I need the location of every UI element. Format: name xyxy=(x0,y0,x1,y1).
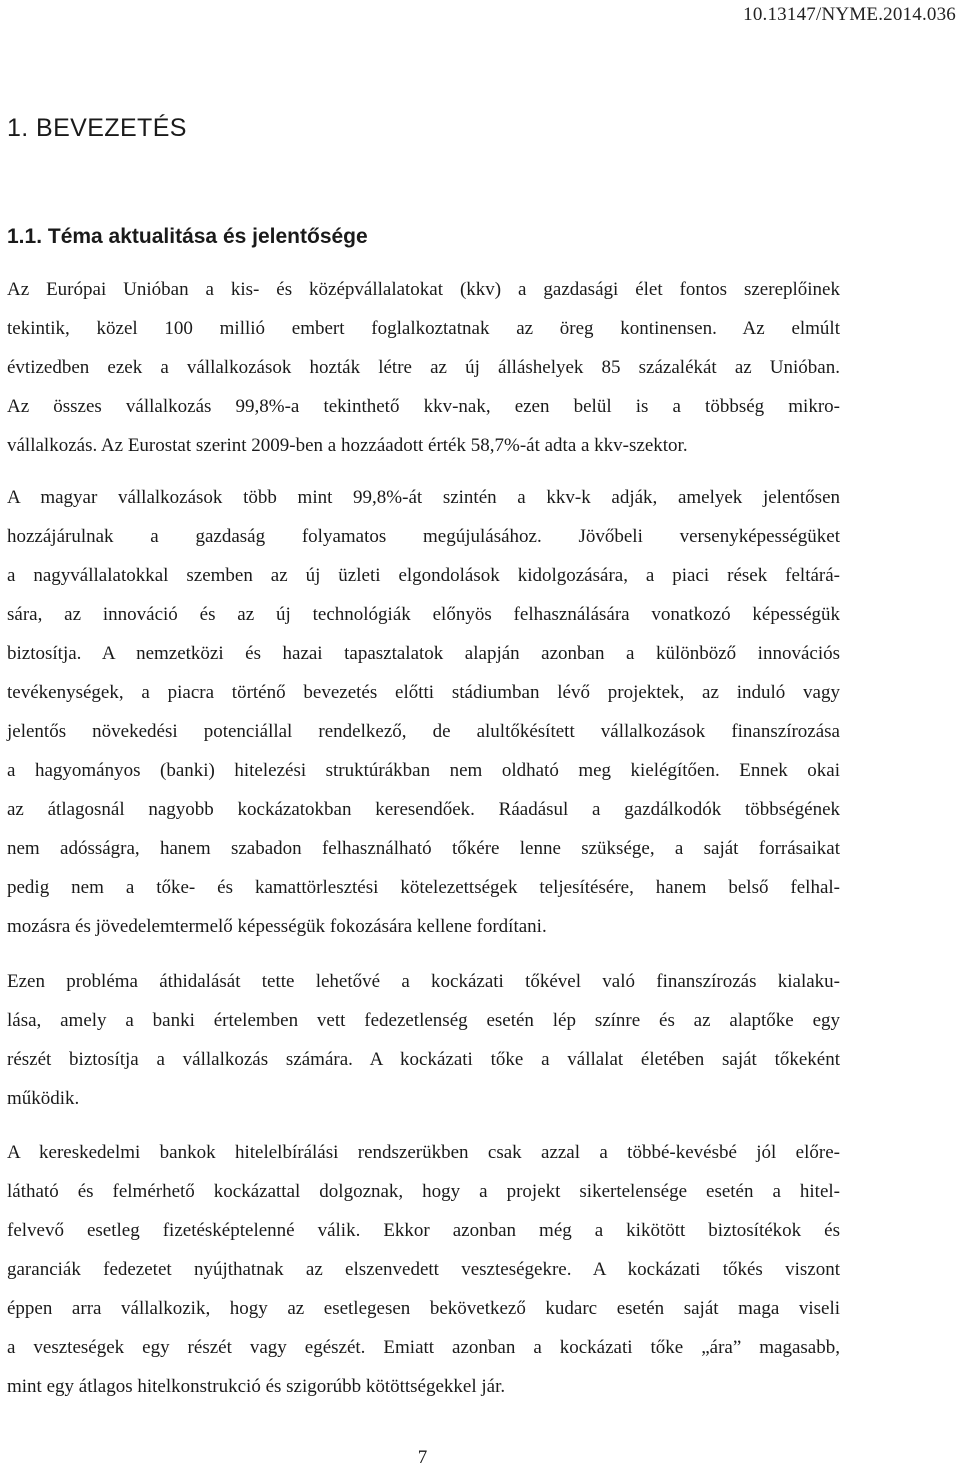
paragraph-line: biztosítja. A nemzetközi és hazai tapasztalatok alapján azonban a különböző innovációs xyxy=(7,643,840,664)
doi-identifier: 10.13147/NYME.2014.036 xyxy=(743,4,956,25)
paragraph-line: Az összes vállalkozás 99,8%-a tekinthető kkv-nak, ezen belül is a többség mikro- xyxy=(7,396,840,417)
section-heading: 1.1. Téma aktualitása és jelentősége xyxy=(7,225,368,248)
paragraph-line: hozzájárulnak a gazdaság folyamatos megújulásához. Jövőbeli versenyképességüket xyxy=(7,526,840,547)
paragraph-line: garanciák fedezetet nyújthatnak az elszenvedett veszteségekre. A kockázati tőkés viszont xyxy=(7,1259,840,1280)
paragraph-line: Az Európai Unióban a kis- és középvállalatokat (kkv) a gazdasági élet fontos szereplőinek xyxy=(7,279,840,300)
paragraph-line: jelentős növekedési potenciállal rendelkező, de alultőkésített vállalkozások finanszírozása xyxy=(7,721,840,742)
paragraph-line: mint egy átlagos hitelkonstrukció és szigorúbb kötöttségekkel jár. xyxy=(7,1376,506,1397)
paragraph-line: a hagyományos (banki) hitelezési struktúrákban nem oldható meg kielégítően. Ennek okai xyxy=(7,760,840,781)
paragraph-line: A magyar vállalkozások több mint 99,8%-át szintén a kkv-k adják, amelyek jelentősen xyxy=(7,487,840,508)
paragraph-line: a veszteségek egy részét vagy egészét. Emiatt azonban a kockázati tőke „ára” magasabb, xyxy=(7,1337,840,1358)
paragraph-line: nem adósságra, hanem szabadon felhasználható tőkére lenne szüksége, a saját forrásaikat xyxy=(7,838,840,859)
paragraph-line: éppen arra vállalkozik, hogy az esetlegesen bekövetkező kudarc esetén saját maga viseli xyxy=(7,1298,840,1319)
paragraph-line: A kereskedelmi bankok hitelelbírálási rendszerükben csak azzal a többé-kevésbé jól előre- xyxy=(7,1142,840,1163)
chapter-heading: 1. BEVEZETÉS xyxy=(7,114,187,142)
paragraph-3 xyxy=(7,962,840,1118)
paragraph-line: az átlagosnál nagyobb kockázatokban keresendőek. Ráadásul a gazdálkodók többségének xyxy=(7,799,840,820)
paragraph-4 xyxy=(7,1133,840,1406)
paragraph-1 xyxy=(7,270,840,465)
paragraph-line: látható és felmérhető kockázattal dolgoznak, hogy a projekt sikertelensége esetén a hitel- xyxy=(7,1181,840,1202)
paragraph-line: évtizedben ezek a vállalkozások hozták létre az új álláshelyek 85 százalékát az Unióban. xyxy=(7,357,840,378)
paragraph-line: felvevő esetleg fizetésképtelenné válik. Ekkor azonban még a kikötött biztosítékok és xyxy=(7,1220,840,1241)
paragraph-2 xyxy=(7,478,840,946)
paragraph-line: részét biztosítja a vállalkozás számára. A kockázati tőke a vállalat életében saját tőkeként xyxy=(7,1049,840,1070)
paragraph-line: Ezen probléma áthidalását tette lehetővé a kockázati tőkével való finanszírozás kialaku- xyxy=(7,971,840,992)
page-number: 7 xyxy=(417,1447,428,1468)
paragraph-line: tevékenységek, a piacra történő bevezetés előtti stádiumban lévő projektek, az induló vagy xyxy=(7,682,840,703)
paragraph-line: lása, amely a banki értelemben vett fedezetlenség esetén lép színre és az alaptőke egy xyxy=(7,1010,840,1031)
paragraph-line: sára, az innováció és az új technológiák előnyös felhasználására vonatkozó képességük xyxy=(7,604,840,625)
paragraph-line: tekintik, közel 100 millió embert foglalkoztatnak az öreg kontinensen. Az elmúlt xyxy=(7,318,840,339)
paragraph-line: mozásra és jövedelemtermelő képességük fokozására kellene fordítani. xyxy=(7,916,547,937)
paragraph-line: működik. xyxy=(7,1088,80,1109)
paragraph-line: vállalkozás. Az Eurostat szerint 2009-ben a hozzáadott érték 58,7%-át adta a kkv-szektor. xyxy=(7,435,688,456)
paragraph-line: pedig nem a tőke- és kamattörlesztési kötelezettségek teljesítésére, hanem belső felhal- xyxy=(7,877,840,898)
paragraph-line: a nagyvállalatokkal szemben az új üzleti elgondolások kidolgozására, a piaci rések feltárá- xyxy=(7,565,840,586)
